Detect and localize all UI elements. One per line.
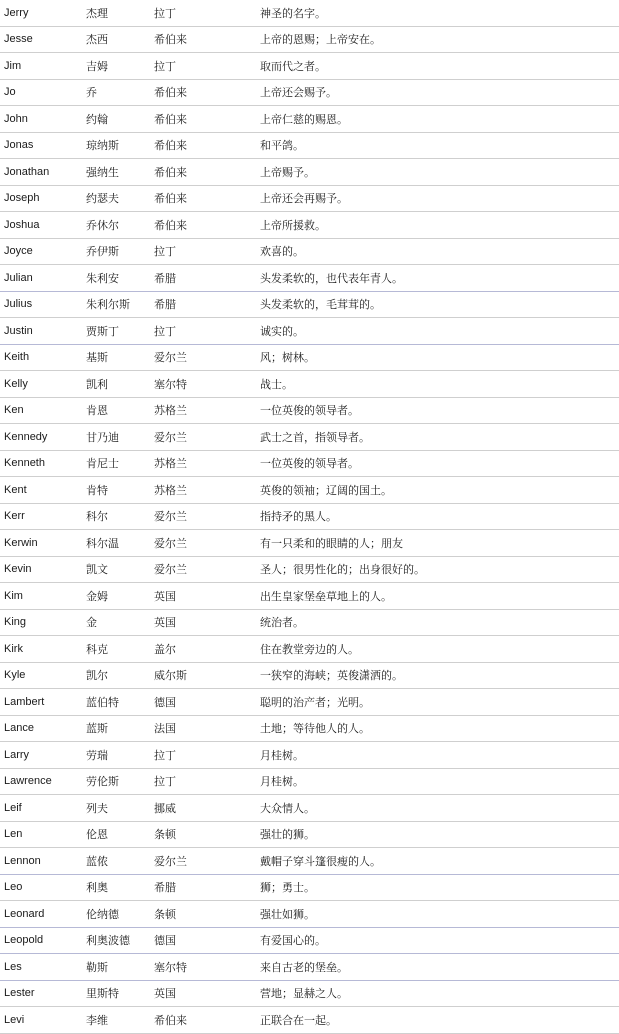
name-origin: 法国 <box>154 722 176 736</box>
name-chinese: 科尔 <box>86 510 108 524</box>
name-chinese: 伦恩 <box>86 828 108 842</box>
name-english: Lester <box>4 987 35 1000</box>
name-meaning: 一狭窄的海峡；英俊潇洒的。 <box>260 669 403 683</box>
name-english: Kevin <box>4 563 32 576</box>
name-meaning: 和平鸽。 <box>260 139 304 153</box>
table-row <box>0 238 619 265</box>
name-english: Lennon <box>4 854 41 867</box>
table-row <box>0 795 619 822</box>
name-origin: 塞尔特 <box>154 377 187 391</box>
table-row <box>0 106 619 133</box>
name-chinese: 杰西 <box>86 33 108 47</box>
name-origin: 拉丁 <box>154 59 176 73</box>
name-origin: 英国 <box>154 616 176 630</box>
table-row <box>0 848 619 875</box>
name-english: Joseph <box>4 192 40 205</box>
name-english: Kent <box>4 483 27 496</box>
name-meaning: 一位英俊的领导者。 <box>260 457 359 471</box>
table-row <box>0 609 619 636</box>
name-chinese: 凯利 <box>86 377 108 391</box>
name-english: Jesse <box>4 33 33 46</box>
table-row <box>0 79 619 106</box>
name-meaning: 有一只柔和的眼睛的人；朋友 <box>260 536 403 550</box>
name-origin: 拉丁 <box>154 748 176 762</box>
name-chinese: 金姆 <box>86 589 108 603</box>
name-english: Justin <box>4 324 33 337</box>
name-english: Leopold <box>4 934 44 947</box>
name-english: Jerry <box>4 6 29 19</box>
name-meaning: 住在教堂旁边的人。 <box>260 642 359 656</box>
name-meaning: 上帝所援救。 <box>260 218 326 232</box>
name-chinese: 劳瑞 <box>86 748 108 762</box>
name-english: Jim <box>4 59 22 72</box>
table-row <box>0 318 619 345</box>
table-row <box>0 450 619 477</box>
name-english: Lawrence <box>4 775 52 788</box>
name-chinese: 利奥 <box>86 881 108 895</box>
name-origin: 拉丁 <box>154 245 176 259</box>
name-english: Jo <box>4 86 16 99</box>
table-row <box>0 901 619 928</box>
name-origin: 苏格兰 <box>154 483 187 497</box>
name-origin: 威尔斯 <box>154 669 187 683</box>
name-meaning: 狮；勇士。 <box>260 881 315 895</box>
name-meaning: 风；树林。 <box>260 351 315 365</box>
name-chinese: 金 <box>86 616 97 630</box>
name-origin: 条顿 <box>154 828 176 842</box>
name-chinese: 列夫 <box>86 801 108 815</box>
name-chinese: 肯特 <box>86 483 108 497</box>
name-meaning: 上帝赐予。 <box>260 165 315 179</box>
table-row <box>0 927 619 954</box>
table-row <box>0 397 619 424</box>
name-chinese: 伦纳德 <box>86 907 119 921</box>
table-row <box>0 954 619 981</box>
name-meaning: 头发柔软的，也代表年青人。 <box>260 271 403 285</box>
name-chinese: 琼纳斯 <box>86 139 119 153</box>
name-meaning: 月桂树。 <box>260 748 304 762</box>
name-meaning: 出生皇家堡垒草地上的人。 <box>260 589 392 603</box>
name-origin: 爱尔兰 <box>154 536 187 550</box>
name-meaning: 强壮如狮。 <box>260 907 315 921</box>
name-chinese: 肯恩 <box>86 404 108 418</box>
name-chinese: 凯尔 <box>86 669 108 683</box>
name-origin: 爱尔兰 <box>154 510 187 524</box>
name-origin: 塞尔特 <box>154 960 187 974</box>
name-chinese: 勒斯 <box>86 960 108 974</box>
name-chinese: 约瑟夫 <box>86 192 119 206</box>
table-row <box>0 371 619 398</box>
name-chinese: 吉姆 <box>86 59 108 73</box>
name-chinese: 甘乃迪 <box>86 430 119 444</box>
name-chinese: 杰理 <box>86 6 108 20</box>
name-english: Lance <box>4 722 34 735</box>
table-row <box>0 583 619 610</box>
name-meaning: 上帝还会赐予。 <box>260 86 337 100</box>
name-origin: 希腊 <box>154 271 176 285</box>
name-chinese: 乔休尔 <box>86 218 119 232</box>
name-chinese: 科克 <box>86 642 108 656</box>
name-chinese: 乔 <box>86 86 97 100</box>
name-origin: 拉丁 <box>154 6 176 20</box>
table-row <box>0 291 619 318</box>
table-row <box>0 477 619 504</box>
name-english: Kim <box>4 589 23 602</box>
name-meaning: 月桂树。 <box>260 775 304 789</box>
name-english: Jonas <box>4 139 34 152</box>
name-chinese: 利奥波德 <box>86 934 130 948</box>
name-chinese: 肯尼士 <box>86 457 119 471</box>
table-row <box>0 53 619 80</box>
table-row <box>0 0 619 26</box>
name-chinese: 强纳生 <box>86 165 119 179</box>
name-chinese: 基斯 <box>86 351 108 365</box>
name-origin: 希伯来 <box>154 1013 187 1027</box>
name-english: Keith <box>4 351 30 364</box>
name-chinese: 蓝伯特 <box>86 695 119 709</box>
name-origin: 苏格兰 <box>154 457 187 471</box>
name-origin: 德国 <box>154 695 176 709</box>
name-meaning: 上帝还会再赐予。 <box>260 192 348 206</box>
name-origin: 爱尔兰 <box>154 563 187 577</box>
name-meaning: 土地；等待他人的人。 <box>260 722 370 736</box>
name-origin: 希腊 <box>154 298 176 312</box>
name-meaning: 圣人；很男性化的；出身很好的。 <box>260 563 425 577</box>
table-row <box>0 185 619 212</box>
name-origin: 希伯来 <box>154 165 187 179</box>
name-english: Len <box>4 828 23 841</box>
name-chinese: 李维 <box>86 1013 108 1027</box>
name-chinese: 贾斯丁 <box>86 324 119 338</box>
name-english: Joshua <box>4 218 40 231</box>
name-english: Lambert <box>4 695 45 708</box>
name-chinese: 科尔温 <box>86 536 119 550</box>
name-english: Kennedy <box>4 430 48 443</box>
name-origin: 条顿 <box>154 907 176 921</box>
table-row <box>0 742 619 769</box>
name-english: Julius <box>4 298 33 311</box>
name-meaning: 大众情人。 <box>260 801 315 815</box>
table-row <box>0 132 619 159</box>
name-meaning: 战士。 <box>260 377 293 391</box>
name-english: Kerr <box>4 510 25 523</box>
name-origin: 爱尔兰 <box>154 854 187 868</box>
name-chinese: 蓝侬 <box>86 854 108 868</box>
name-origin: 挪威 <box>154 801 176 815</box>
name-chinese: 里斯特 <box>86 987 119 1001</box>
name-origin: 英国 <box>154 589 176 603</box>
table-row <box>0 265 619 292</box>
name-meaning: 武士之首，指领导者。 <box>260 430 370 444</box>
name-meaning: 上帝仁慈的赐恩。 <box>260 112 348 126</box>
name-meaning: 强壮的狮。 <box>260 828 315 842</box>
name-meaning: 上帝的恩赐；上帝安在。 <box>260 33 381 47</box>
name-meaning: 诚实的。 <box>260 324 304 338</box>
name-english: Ken <box>4 404 24 417</box>
table-row <box>0 715 619 742</box>
name-meaning: 指持矛的黑人。 <box>260 510 337 524</box>
name-english: Julian <box>4 271 33 284</box>
name-english: King <box>4 616 27 629</box>
name-meaning: 来自古老的堡垒。 <box>260 960 348 974</box>
table-row <box>0 503 619 530</box>
name-origin: 爱尔兰 <box>154 351 187 365</box>
name-origin: 希腊 <box>154 881 176 895</box>
table-row <box>0 662 619 689</box>
name-english: Joyce <box>4 245 33 258</box>
name-origin: 英国 <box>154 987 176 1001</box>
table-row <box>0 159 619 186</box>
name-english: Jonathan <box>4 165 50 178</box>
name-origin: 希伯来 <box>154 139 187 153</box>
name-english: Les <box>4 960 22 973</box>
name-meaning: 聪明的治产者；光明。 <box>260 695 370 709</box>
name-meaning: 取而代之者。 <box>260 59 326 73</box>
name-english: Leif <box>4 801 22 814</box>
name-origin: 希伯来 <box>154 86 187 100</box>
table-row <box>0 530 619 557</box>
name-meaning: 一位英俊的领导者。 <box>260 404 359 418</box>
name-chinese: 劳伦斯 <box>86 775 119 789</box>
name-chinese: 凯文 <box>86 563 108 577</box>
name-origin: 爱尔兰 <box>154 430 187 444</box>
name-chinese: 蓝斯 <box>86 722 108 736</box>
table-row <box>0 689 619 716</box>
name-english: Kerwin <box>4 536 38 549</box>
name-english: Kenneth <box>4 457 45 470</box>
table-row <box>0 26 619 53</box>
table-row <box>0 344 619 371</box>
table-row <box>0 1007 619 1034</box>
name-meaning: 头发柔软的，毛茸茸的。 <box>260 298 381 312</box>
name-meaning: 欢喜的。 <box>260 245 304 259</box>
name-chinese: 朱利安 <box>86 271 119 285</box>
name-meaning: 正联合在一起。 <box>260 1013 337 1027</box>
table-row <box>0 424 619 451</box>
name-chinese: 乔伊斯 <box>86 245 119 259</box>
name-origin: 拉丁 <box>154 324 176 338</box>
name-origin: 希伯来 <box>154 218 187 232</box>
name-origin: 盖尔 <box>154 642 176 656</box>
name-chinese: 朱利尔斯 <box>86 298 130 312</box>
table-row <box>0 768 619 795</box>
table-row <box>0 556 619 583</box>
table-row <box>0 980 619 1007</box>
name-english: Levi <box>4 1013 25 1026</box>
name-english: Leo <box>4 881 23 894</box>
name-origin: 希伯来 <box>154 33 187 47</box>
name-meaning: 统治者。 <box>260 616 304 630</box>
name-english: John <box>4 112 28 125</box>
name-english: Kelly <box>4 377 28 390</box>
name-english: Leonard <box>4 907 45 920</box>
name-english: Larry <box>4 748 30 761</box>
name-origin: 苏格兰 <box>154 404 187 418</box>
name-origin: 德国 <box>154 934 176 948</box>
name-english: Kyle <box>4 669 26 682</box>
name-origin: 希伯来 <box>154 192 187 206</box>
name-meaning: 神圣的名字。 <box>260 6 326 20</box>
table-row <box>0 821 619 848</box>
name-chinese: 约翰 <box>86 112 108 126</box>
name-meaning: 有爱国心的。 <box>260 934 326 948</box>
name-english: Kirk <box>4 642 23 655</box>
name-origin: 拉丁 <box>154 775 176 789</box>
table-row <box>0 212 619 239</box>
table-row <box>0 636 619 663</box>
table-row <box>0 874 619 901</box>
name-meaning: 戴帽子穿斗篷很瘦的人。 <box>260 854 381 868</box>
name-origin: 希伯来 <box>154 112 187 126</box>
name-meaning: 营地；显赫之人。 <box>260 987 348 1001</box>
name-meaning: 英俊的领袖；辽阔的国土。 <box>260 483 392 497</box>
